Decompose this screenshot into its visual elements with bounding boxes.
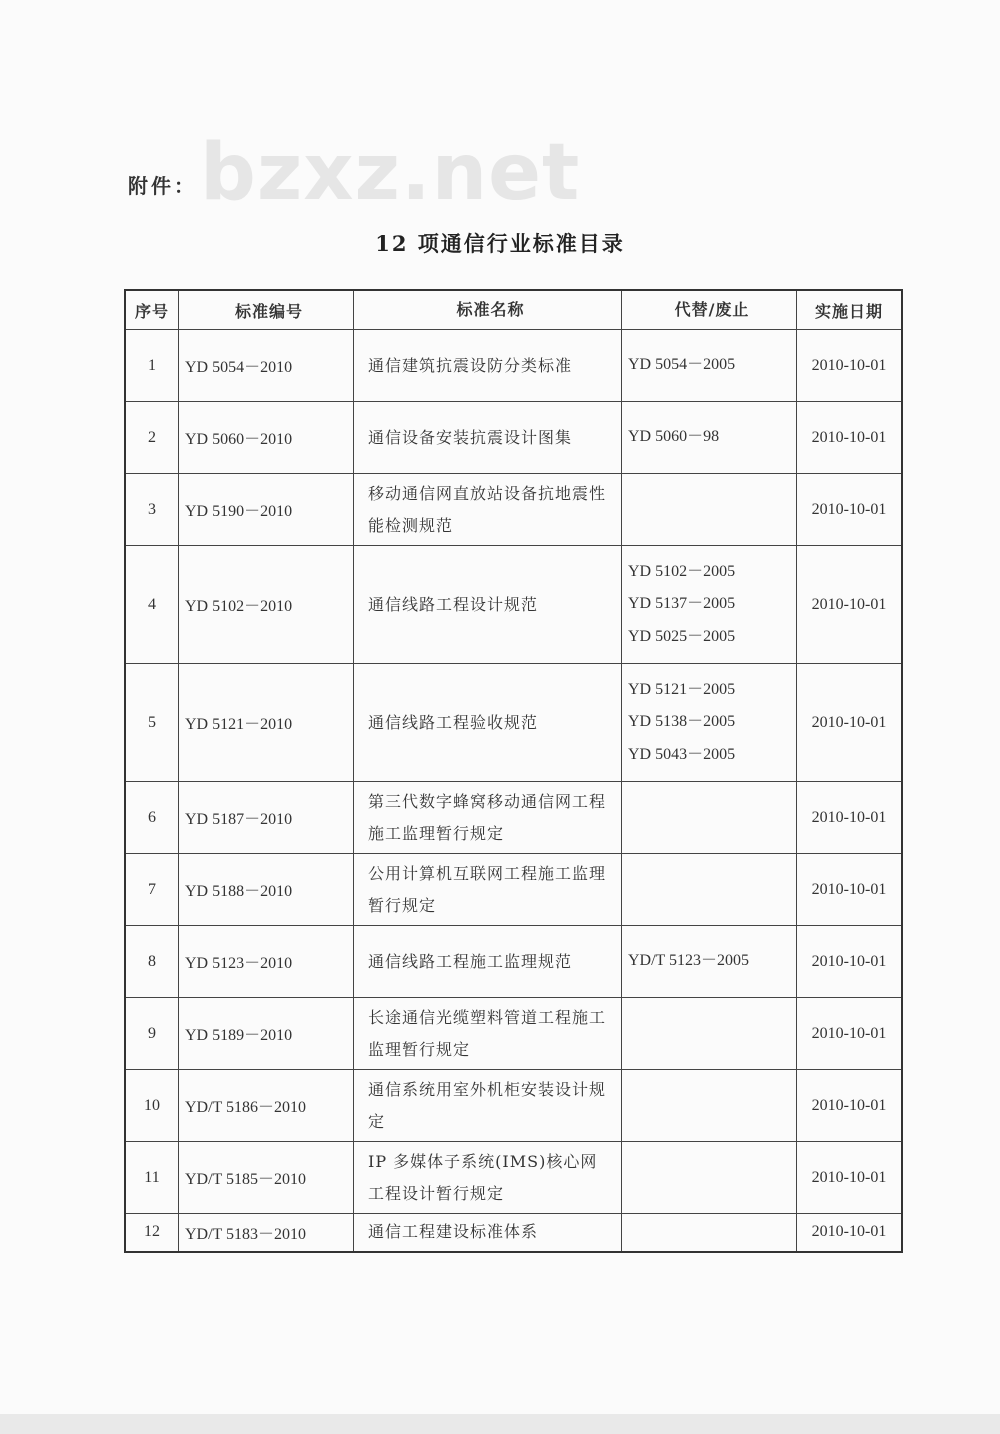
cell-replaces <box>622 1070 797 1142</box>
cell-replaces <box>622 330 797 402</box>
cell-date: 2010-10-01 <box>797 546 903 664</box>
cell-no: 6 <box>125 782 179 854</box>
cell-name: 移动通信网直放站设备抗地震性能检测规范 <box>354 474 622 546</box>
cell-no: 7 <box>125 854 179 926</box>
table-row <box>125 854 902 926</box>
table-row <box>125 782 902 854</box>
table-row <box>125 926 902 998</box>
table-row <box>125 1214 902 1252</box>
replaced-standard: YD 5121－2005 <box>628 680 736 698</box>
cell-no: 4 <box>125 546 179 664</box>
cell-date: 2010-10-01 <box>797 1070 903 1142</box>
cell-no: 10 <box>125 1070 179 1142</box>
cell-name: 通信工程建设标准体系 <box>354 1214 622 1252</box>
replaced-standard: YD 5138－2005 <box>628 713 736 731</box>
standards-table <box>124 289 903 1253</box>
table-row <box>125 546 902 664</box>
cell-no: 11 <box>125 1142 179 1214</box>
cell-replaces <box>622 1142 797 1214</box>
cell-code: YD/T 5183－2010 <box>179 1214 354 1252</box>
table-row <box>125 330 902 402</box>
cell-date: 2010-10-01 <box>797 664 903 782</box>
header-date: 实施日期 <box>797 290 903 330</box>
cell-date: 2010-10-01 <box>797 1142 903 1214</box>
cell-date: 2010-10-01 <box>797 1214 903 1252</box>
cell-no: 2 <box>125 402 179 474</box>
cell-name: 第三代数字蜂窝移动通信网工程施工监理暂行规定 <box>354 782 622 854</box>
cell-no: 8 <box>125 926 179 998</box>
attachment-label: 附件： <box>128 174 197 198</box>
cell-date: 2010-10-01 <box>797 926 903 998</box>
table-row <box>125 474 902 546</box>
cell-replaces <box>622 998 797 1070</box>
header-name: 标准名称 <box>354 290 622 330</box>
cell-date: 2010-10-01 <box>797 854 903 926</box>
cell-date: 2010-10-01 <box>797 998 903 1070</box>
cell-name: 通信线路工程设计规范 <box>354 546 622 664</box>
replaced-standard: YD 5060－98 <box>628 428 720 446</box>
replaced-standard: YD 5025－2005 <box>628 627 736 645</box>
replaced-standard: YD 5102－2005 <box>628 562 736 580</box>
cell-name: 通信设备安装抗震设计图集 <box>354 402 622 474</box>
table-row <box>125 1142 902 1214</box>
cell-code: YD 5189－2010 <box>179 998 354 1070</box>
cell-code: YD 5123－2010 <box>179 926 354 998</box>
table-row <box>125 664 902 782</box>
cell-code: YD 5102－2010 <box>179 546 354 664</box>
bottom-bar <box>0 1414 1000 1434</box>
cell-replaces <box>622 926 797 998</box>
cell-code: YD 5054－2010 <box>179 330 354 402</box>
table-row <box>125 1070 902 1142</box>
cell-no: 9 <box>125 998 179 1070</box>
cell-replaces <box>622 1214 797 1252</box>
header-no: 序号 <box>125 290 179 330</box>
cell-replaces <box>622 664 797 782</box>
cell-replaces <box>622 854 797 926</box>
cell-name: 通信线路工程施工监理规范 <box>354 926 622 998</box>
cell-replaces <box>622 782 797 854</box>
cell-code: YD/T 5186－2010 <box>179 1070 354 1142</box>
cell-no: 1 <box>125 330 179 402</box>
cell-date: 2010-10-01 <box>797 474 903 546</box>
cell-no: 12 <box>125 1214 179 1252</box>
table-header-row <box>125 290 902 330</box>
cell-name: 通信系统用室外机柜安装设计规定 <box>354 1070 622 1142</box>
table-row <box>125 998 902 1070</box>
cell-code: YD 5190－2010 <box>179 474 354 546</box>
cell-date: 2010-10-01 <box>797 782 903 854</box>
replaced-standard: YD 5054－2005 <box>628 356 736 374</box>
watermark: bzxz.net <box>200 128 581 218</box>
replaced-standard: YD/T 5123－2005 <box>628 952 750 970</box>
replaced-standard: YD 5137－2005 <box>628 595 736 613</box>
cell-replaces <box>622 402 797 474</box>
cell-code: YD/T 5185－2010 <box>179 1142 354 1214</box>
cell-code: YD 5188－2010 <box>179 854 354 926</box>
cell-date: 2010-10-01 <box>797 402 903 474</box>
replaced-standard: YD 5043－2005 <box>628 745 736 763</box>
cell-no: 3 <box>125 474 179 546</box>
cell-code: YD 5060－2010 <box>179 402 354 474</box>
cell-name: IP 多媒体子系统(IMS)核心网工程设计暂行规定 <box>354 1142 622 1214</box>
cell-code: YD 5121－2010 <box>179 664 354 782</box>
header-replaces: 代替/废止 <box>622 290 797 330</box>
cell-name: 通信建筑抗震设防分类标准 <box>354 330 622 402</box>
cell-replaces <box>622 546 797 664</box>
cell-no: 5 <box>125 664 179 782</box>
cell-name: 通信线路工程验收规范 <box>354 664 622 782</box>
cell-replaces <box>622 474 797 546</box>
table-row <box>125 402 902 474</box>
header-code: 标准编号 <box>179 290 354 330</box>
cell-name: 公用计算机互联网工程施工监理暂行规定 <box>354 854 622 926</box>
cell-code: YD 5187－2010 <box>179 782 354 854</box>
cell-name: 长途通信光缆塑料管道工程施工监理暂行规定 <box>354 998 622 1070</box>
cell-date: 2010-10-01 <box>797 330 903 402</box>
page-title: 12 项通信行业标准目录 <box>375 231 625 256</box>
